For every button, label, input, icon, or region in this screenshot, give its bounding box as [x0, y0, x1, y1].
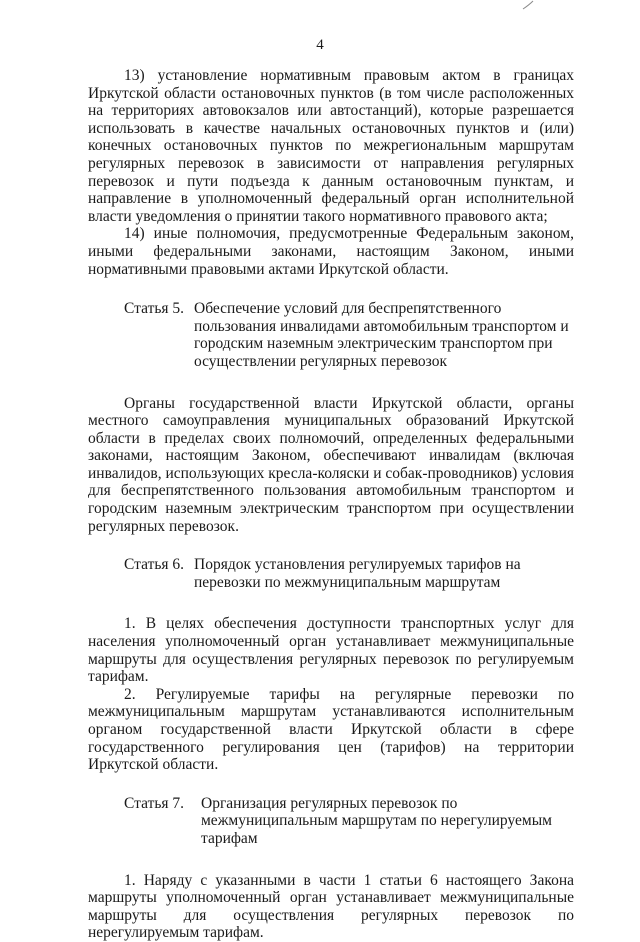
article-7-label: Статья 7.: [124, 794, 185, 812]
clause-13: 13) установление нормативным правовым актом в границах Иркутской области остановочных пунктов (в том числе расположенных на территориях автовокзалов или автостанций), которые разрешается использовать в качестве начальных остановочных пунктов и (или) конечных остановочных пунктов по межрегиональным маршрутам регулярных перевозок в зависимости от направления регулярных перевозок и пути подъезда к данным остановочным пунктам, и направление в уполномоченный федеральный орган исполнительной власти уведомления о принятии такого нормативного правового акта;: [88, 67, 574, 225]
clause-14: 14) иные полномочия, предусмотренные Федеральным законом, иными федеральными законами, настоящим Законом, иными нормативными правовыми актами Иркутской области.: [88, 225, 574, 278]
article-7-paragraph-1: 1. Наряду с указанными в части 1 статьи 6 настоящего Закона маршруты уполномоченный орган устанавливает межмуниципальные маршруты для осуществления регулярных перевозок по нерегулируемым тарифам.: [88, 871, 574, 942]
article-5-paragraph: Органы государственной власти Иркутской области, органы местного самоуправления муниципальных образований Иркутской области в пределах своих полномочий, определенных федеральными законами, настоящим Законом, обеспечивают инвалидам (включая инвалидов, использующих кресла-коляски и собак-проводников) условия для беспрепятственного пользования автомобильным транспортом и городским наземным электрическим транспортом при осуществлении регулярных перевозок.: [88, 394, 574, 535]
article-5-label: Статья 5.: [124, 300, 185, 318]
article-6-heading: [88, 556, 574, 591]
pen-mark: [521, 0, 535, 10]
document-body: [88, 67, 574, 942]
article-5-title: Обеспечение условий для беспрепятственного пользования инвалидами автомобильным транспортом и городским наземным электрическим транспортом при осуществлении регулярных перевозок: [194, 300, 569, 370]
article-6-paragraph-2: 2. Регулируемые тарифы на регулярные перевозки по межмуниципальным маршрутам устанавливаются исполнительным органом государственной власти Иркутской области в сфере государственного регулирования цен (тарифов) на территории Иркутской области.: [88, 685, 574, 774]
article-6-label: Статья 6.: [124, 556, 185, 574]
article-7-heading: [88, 795, 574, 848]
article-6-title: Порядок установления регулируемых тарифов на перевозки по межмуниципальным маршрутам: [194, 556, 521, 591]
article-7-title: Организация регулярных перевозок по межмуниципальным маршрутам по нерегулируемым тарифам: [201, 794, 552, 847]
article-6-paragraph-1: 1. В целях обеспечения доступности транспортных услуг для населения уполномоченный орган устанавливает межмуниципальные маршруты для осуществления регулярных перевозок по регулируемым тарифам.: [88, 615, 574, 686]
article-5-heading: [88, 300, 574, 370]
page-number: 4: [316, 37, 324, 53]
